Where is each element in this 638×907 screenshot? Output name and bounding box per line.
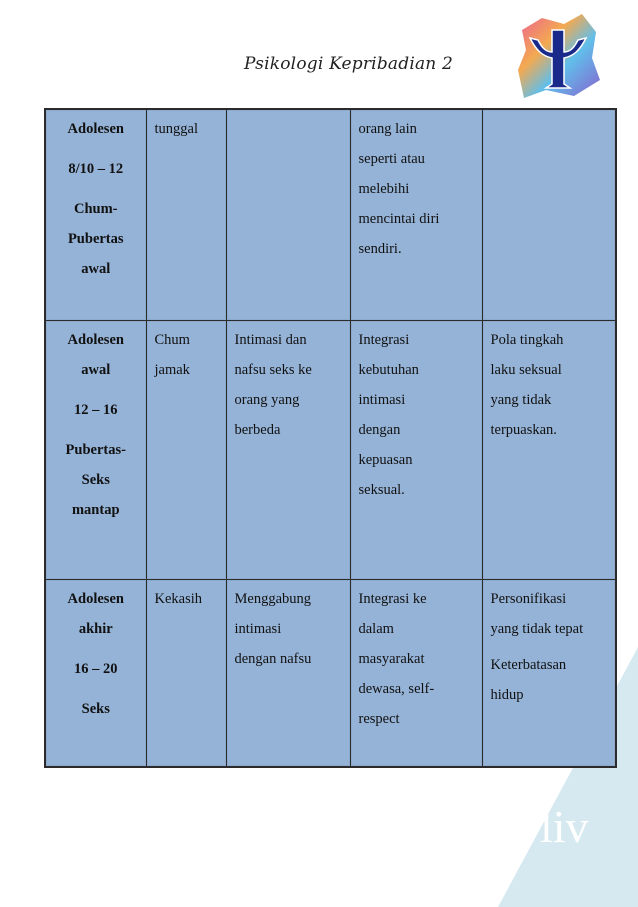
cell-line: nafsu seks ke	[234, 362, 312, 378]
cell-line: Pola tingkah	[490, 332, 564, 348]
cell-line: hidup	[490, 687, 524, 703]
cell-line: kepuasan	[358, 452, 413, 468]
cell-line: Kekasih	[154, 591, 203, 607]
cell-line: 12 – 16	[74, 402, 118, 418]
cell-line: intimasi	[234, 621, 282, 637]
cell-line: sendiri.	[358, 241, 402, 257]
table-cell	[226, 109, 350, 321]
cell-line: seperti atau	[358, 151, 425, 167]
table-row	[45, 580, 616, 768]
cell-line: intimasi	[358, 392, 406, 408]
cell-line: laku seksual	[490, 362, 562, 378]
table-cell	[226, 580, 350, 768]
cell-line: 8/10 – 12	[68, 161, 124, 177]
cell-line: Menggabung	[234, 591, 312, 607]
cell-line: tunggal	[154, 121, 198, 137]
cell-line: jamak	[154, 362, 190, 378]
table-cell	[350, 321, 482, 580]
cell-line: dewasa, self-	[358, 681, 435, 697]
table-cell	[226, 321, 350, 580]
table-cell-stage	[45, 109, 146, 321]
development-stages-table	[44, 108, 617, 768]
cell-line: dalam	[358, 621, 394, 637]
cell-line: orang yang	[234, 392, 300, 408]
cell-line: Pubertas	[67, 231, 124, 247]
cell-line: mencintai diri	[358, 211, 440, 227]
cell-line: Chum-	[73, 201, 118, 217]
cell-line: Seks	[81, 701, 110, 717]
cell-line: Adolesen	[67, 121, 124, 137]
cell-line: dengan nafsu	[234, 651, 312, 667]
cell-line: Intimasi dan	[234, 332, 307, 348]
cell-line: mantap	[71, 502, 120, 518]
cell-line: awal	[81, 362, 111, 378]
table-cell	[350, 109, 482, 321]
table-cell	[146, 109, 226, 321]
table-cell	[350, 580, 482, 768]
cell-line: awal	[81, 261, 111, 277]
cell-line: orang lain	[358, 121, 417, 137]
psi-logo-icon	[512, 10, 604, 102]
cell-line: kebutuhan	[358, 362, 419, 378]
cell-line: Adolesen	[67, 591, 124, 607]
table-cell	[482, 580, 616, 768]
cell-line: yang tidak tepat	[490, 621, 584, 637]
cell-line: berbeda	[234, 422, 281, 438]
cell-line: Personifikasi	[490, 591, 567, 607]
cell-line: respect	[358, 711, 400, 727]
table-cell	[482, 321, 616, 580]
cell-line: 16 – 20	[74, 661, 118, 677]
table-row	[45, 109, 616, 321]
cell-line: Pubertas-	[65, 442, 126, 458]
table-cell-stage	[45, 321, 146, 580]
cell-line: dengan	[358, 422, 401, 438]
table-cell-stage	[45, 580, 146, 768]
cell-line: akhir	[78, 621, 113, 637]
page-header-title: Psikologi Kepribadian 2	[244, 54, 454, 74]
cell-line: melebihi	[358, 181, 410, 197]
cell-line: masyarakat	[358, 651, 425, 667]
cell-line: Adolesen	[67, 332, 124, 348]
cell-line: yang tidak	[490, 392, 552, 408]
cell-line: seksual.	[358, 482, 405, 498]
table-row	[45, 321, 616, 580]
cell-line: Keterbatasan	[490, 657, 567, 673]
page-number: liv	[540, 801, 589, 852]
cell-line: Integrasi	[358, 332, 410, 348]
table-cell	[146, 321, 226, 580]
cell-line: Chum	[154, 332, 190, 348]
cell-line: Integrasi ke	[358, 591, 427, 607]
table-cell	[146, 580, 226, 768]
cell-line: terpuaskan.	[490, 422, 557, 438]
cell-line: Seks	[81, 472, 110, 488]
table-cell	[482, 109, 616, 321]
